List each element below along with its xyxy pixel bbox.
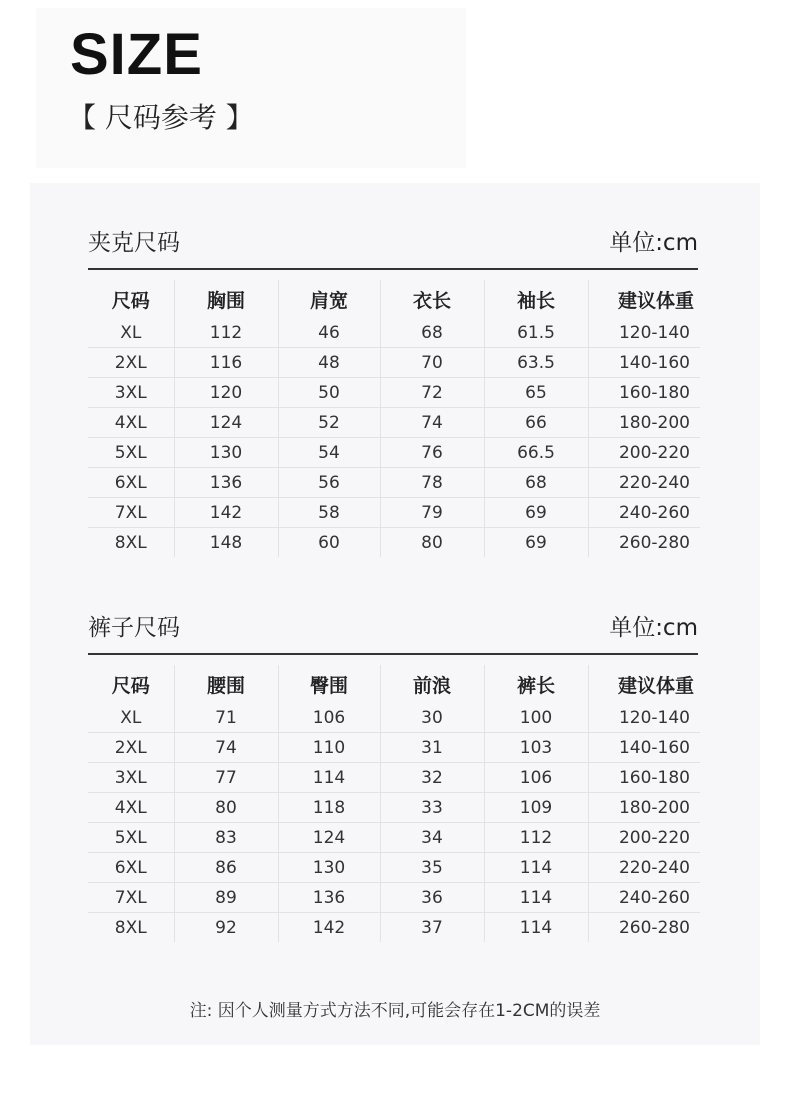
- table-cell: 86: [174, 853, 278, 883]
- table-cell: XL: [88, 703, 174, 733]
- jacket-section-title: 夹克尺码: [88, 230, 180, 256]
- table-cell: 106: [278, 703, 380, 733]
- table-cell: 200-220: [588, 438, 700, 468]
- table-cell: XL: [88, 318, 174, 348]
- table-cell: 120-140: [618, 707, 690, 728]
- table-cell: 89: [174, 883, 278, 913]
- table-cell: 240-260: [588, 498, 700, 528]
- table-cell: 114: [484, 853, 588, 883]
- table-cell: 136: [174, 468, 278, 498]
- column-header: 衣长: [380, 280, 484, 318]
- table-cell: 79: [380, 498, 484, 528]
- table-cell: 142: [174, 498, 278, 528]
- table-cell: 160-180: [588, 378, 700, 408]
- table-cell: 220-240: [588, 853, 700, 883]
- table-row: [88, 823, 700, 853]
- table-cell: 80: [174, 793, 278, 823]
- table-row: [88, 408, 700, 438]
- table-cell: 60: [278, 528, 380, 558]
- column-header: 建议体重: [617, 289, 694, 312]
- table-cell: 7XL: [88, 498, 174, 528]
- column-header: 腰围: [174, 665, 278, 703]
- table-cell: 58: [278, 498, 380, 528]
- table-cell: 110: [278, 733, 380, 763]
- table-cell: 61.5: [484, 318, 588, 348]
- table-cell: 71: [174, 703, 278, 733]
- table-cell: 116: [174, 348, 278, 378]
- table-cell: 30: [380, 703, 484, 733]
- table-cell: 5XL: [88, 823, 174, 853]
- table-cell: 130: [278, 853, 380, 883]
- jacket-divider: [88, 268, 698, 270]
- table-cell: 74: [380, 408, 484, 438]
- table-cell: 3XL: [88, 763, 174, 793]
- table-cell: 63.5: [484, 348, 588, 378]
- table-cell: 142: [278, 913, 380, 943]
- table-cell: 118: [278, 793, 380, 823]
- pants-section-title: 裤子尺码: [88, 615, 180, 641]
- table-cell: 112: [484, 823, 588, 853]
- pants-unit-label: 单位:cm: [609, 615, 698, 641]
- table-cell: 68: [380, 318, 484, 348]
- table-cell: 31: [380, 733, 484, 763]
- table-cell: 56: [278, 468, 380, 498]
- jacket-unit-label: 单位:cm: [609, 230, 698, 256]
- table-row: [88, 438, 700, 468]
- table-cell: 78: [380, 468, 484, 498]
- table-cell: 136: [278, 883, 380, 913]
- jacket-size-table: [88, 280, 700, 557]
- table-cell: 74: [174, 733, 278, 763]
- column-header: 前浪: [380, 665, 484, 703]
- table-cell: 3XL: [88, 378, 174, 408]
- column-header: 袖长: [484, 280, 588, 318]
- table-row: [88, 793, 700, 823]
- column-header: 臀围: [278, 665, 380, 703]
- table-row: [88, 498, 700, 528]
- table-cell: 66: [484, 408, 588, 438]
- table-cell: 106: [484, 763, 588, 793]
- table-row: [88, 853, 700, 883]
- table-cell: 130: [174, 438, 278, 468]
- jacket-table-body: [88, 280, 700, 557]
- table-row: [88, 913, 700, 943]
- column-header: 胸围: [174, 280, 278, 318]
- jacket-header-row: [88, 280, 700, 318]
- column-header: 建议体重: [617, 674, 694, 697]
- table-cell: 34: [380, 823, 484, 853]
- table-cell: 200-220: [588, 823, 700, 853]
- table-cell: 4XL: [88, 408, 174, 438]
- table-row: [88, 703, 700, 733]
- table-cell: 114: [278, 763, 380, 793]
- table-cell: 8XL: [88, 913, 174, 943]
- table-cell: 180-200: [588, 408, 700, 438]
- table-cell: 50: [278, 378, 380, 408]
- table-cell: 5XL: [88, 438, 174, 468]
- table-cell: 33: [380, 793, 484, 823]
- table-cell: 70: [380, 348, 484, 378]
- column-header: 尺码: [88, 280, 174, 318]
- table-row: [88, 528, 700, 558]
- table-cell: 52: [278, 408, 380, 438]
- table-cell: 103: [484, 733, 588, 763]
- table-cell: 7XL: [88, 883, 174, 913]
- table-cell: 46: [278, 318, 380, 348]
- pants-table-body: [88, 665, 700, 942]
- column-header: 裤长: [484, 665, 588, 703]
- table-cell: 8XL: [88, 528, 174, 558]
- table-cell: 80: [380, 528, 484, 558]
- table-row: [88, 348, 700, 378]
- table-cell: 72: [380, 378, 484, 408]
- table-cell: 92: [174, 913, 278, 943]
- table-cell: 6XL: [88, 853, 174, 883]
- table-cell: 120: [174, 378, 278, 408]
- table-cell: 240-260: [588, 883, 700, 913]
- table-cell: 36: [380, 883, 484, 913]
- table-cell: 68: [484, 468, 588, 498]
- table-cell: 54: [278, 438, 380, 468]
- table-cell: 69: [484, 528, 588, 558]
- pants-size-table: [88, 665, 700, 942]
- table-cell: 114: [484, 883, 588, 913]
- table-row: [88, 468, 700, 498]
- table-cell: 37: [380, 913, 484, 943]
- table-cell: 100: [484, 703, 588, 733]
- page-title: SIZE: [70, 22, 203, 87]
- table-row: [88, 763, 700, 793]
- table-cell: 114: [484, 913, 588, 943]
- table-cell: 260-280: [588, 913, 700, 943]
- table-cell: 6XL: [88, 468, 174, 498]
- table-row: [88, 318, 700, 348]
- measurement-note: 注: 因个人测量方式方法不同,可能会存在1-2CM的误差: [189, 1001, 601, 1021]
- table-cell: 124: [278, 823, 380, 853]
- table-row: [88, 378, 700, 408]
- table-cell: 76: [380, 438, 484, 468]
- table-cell: 48: [278, 348, 380, 378]
- table-cell: 65: [484, 378, 588, 408]
- table-row: [88, 883, 700, 913]
- table-cell: 180-200: [588, 793, 700, 823]
- pants-header-row: [88, 665, 700, 703]
- table-cell: 109: [484, 793, 588, 823]
- table-row: [88, 733, 700, 763]
- table-cell: 32: [380, 763, 484, 793]
- pants-divider: [88, 653, 698, 655]
- table-cell: 220-240: [588, 468, 700, 498]
- table-cell: 124: [174, 408, 278, 438]
- column-header: 肩宽: [278, 280, 380, 318]
- table-cell: 2XL: [88, 733, 174, 763]
- table-cell: 140-160: [588, 733, 700, 763]
- column-header: 尺码: [88, 665, 174, 703]
- table-cell: 160-180: [588, 763, 700, 793]
- table-cell: 120-140: [618, 322, 690, 343]
- table-cell: 112: [174, 318, 278, 348]
- table-cell: 4XL: [88, 793, 174, 823]
- table-cell: 260-280: [588, 528, 700, 558]
- table-cell: 140-160: [588, 348, 700, 378]
- table-cell: 66.5: [484, 438, 588, 468]
- table-cell: 77: [174, 763, 278, 793]
- table-cell: 148: [174, 528, 278, 558]
- table-cell: 69: [484, 498, 588, 528]
- table-cell: 2XL: [88, 348, 174, 378]
- table-cell: 83: [174, 823, 278, 853]
- page-subtitle: 【 尺码参考 】: [68, 101, 254, 134]
- table-cell: 35: [380, 853, 484, 883]
